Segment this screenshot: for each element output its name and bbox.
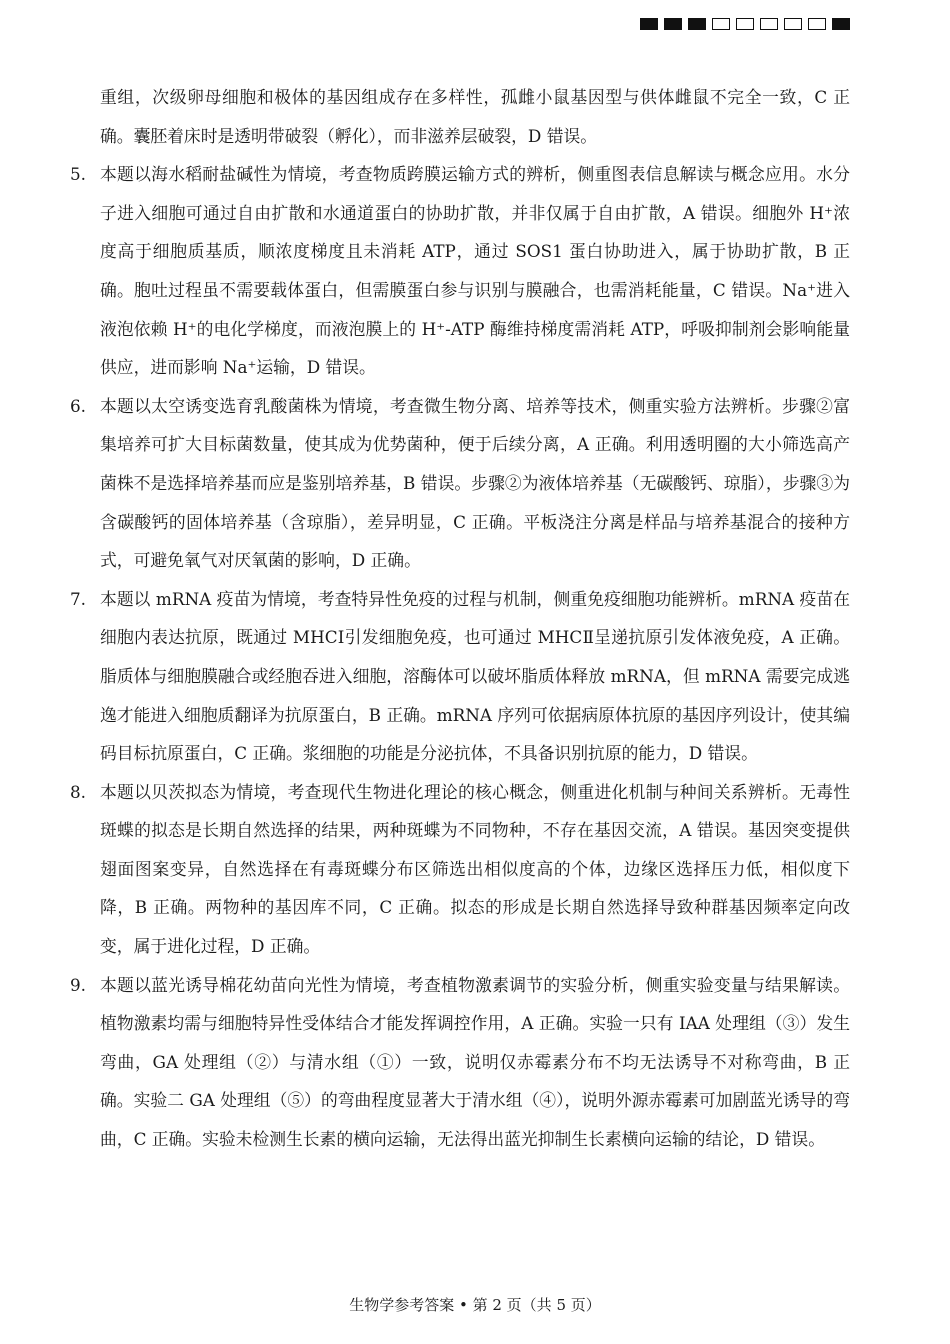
item-text: 本题以海水稻耐盐碱性为情境，考查物质跨膜运输方式的辨析，侧重图表信息解读与概念应用。水分子进入细胞可通过自由扩散和水通道蛋白的协助扩散，并非仅属于自由扩散，A 错误。细胞外 H⁺浓度高于细胞质基质，顺浓度梯度且未消耗 ATP，通过 SOS1 蛋白协助进入，属于协助扩散，B 正确。胞吐过程虽不需要载体蛋白，但需膜蛋白参与识别与膜融合，也需消耗能量，C 错误。Na⁺进入液泡依赖 H⁺的电化学梯度，而液泡膜上的 H⁺-ATP 酶维持梯度需消耗 ATP，呼吸抑制剂会影响能量供应，进而影响 Na⁺运输，D 错误。 — [100, 164, 850, 378]
item-text: 本题以蓝光诱导棉花幼苗向光性为情境，考查植物激素调节的实验分析，侧重实验变量与结果解读。植物激素均需与细胞特异性受体结合才能发挥调控作用，A 正确。实验一只有 IAA 处理组（③）发生弯曲，GA 处理组（②）与清水组（①）一致，说明仅赤霉素分布不均无法诱导不对称弯曲，B 正确。实验二 GA 处理组（⑤）的弯曲程度显著大于清水组（④），说明外源赤霉素可加剧蓝光诱导的弯曲，C 正确。实验未检测生长素的横向运输，无法得出蓝光抑制生长素横向运输的结论，D 错误。 — [100, 974, 850, 1150]
header-mark — [664, 18, 682, 30]
page-footer: 生物学参考答案 • 第 2 页（共 5 页） — [349, 1296, 601, 1314]
answer-item-6 — [70, 387, 850, 580]
continuation-paragraph: 重组，次级卵母细胞和极体的基因组成存在多样性，孤雌小鼠基因型与供体雌鼠不完全一致，C 正确。囊胚着床时是透明带破裂（孵化），而非滋养层破裂，D 错误。 — [100, 87, 850, 146]
answer-item-7 — [70, 580, 850, 773]
item-number: 8. — [70, 781, 87, 802]
header-mark — [640, 18, 658, 30]
header-mark — [712, 18, 730, 30]
header-mark — [832, 18, 850, 30]
header-mark — [784, 18, 802, 30]
header-marks — [640, 18, 850, 30]
header-mark — [808, 18, 826, 30]
answer-content — [70, 78, 850, 1159]
header-mark — [760, 18, 778, 30]
header-mark — [736, 18, 754, 30]
item-number: 7. — [70, 588, 87, 609]
header-mark — [688, 18, 706, 30]
item-number: 6. — [70, 395, 87, 416]
item-text: 本题以贝茨拟态为情境，考查现代生物进化理论的核心概念，侧重进化机制与种间关系辨析。无毒性斑蝶的拟态是长期自然选择的结果，两种斑蝶为不同物种，不存在基因交流，A 错误。基因突变提供翅面图案变异，自然选择在有毒斑蝶分布区筛选出相似度高的个体，边缘区选择压力低，相似度下降，B 正确。两物种的基因库不同，C 正确。拟态的形成是长期自然选择导致种群基因频率定向改变，属于进化过程，D 正确。 — [100, 781, 850, 957]
item-text: 本题以太空诱变选育乳酸菌株为情境，考查微生物分离、培养等技术，侧重实验方法辨析。步骤②富集培养可扩大目标菌数量，使其成为优势菌种，便于后续分离，A 正确。利用透明圈的大小筛选高产菌株不是选择培养基而应是鉴别培养基，B 错误。步骤②为液体培养基（无碳酸钙、琼脂），步骤③为含碳酸钙的固体培养基（含琼脂），差异明显，C 正确。平板浇注分离是样品与培养基混合的接种方式，可避免氧气对厌氧菌的影响，D 正确。 — [100, 395, 850, 571]
answer-item-8 — [70, 773, 850, 966]
item-number: 9. — [70, 974, 87, 995]
answer-item-9 — [70, 966, 850, 1159]
item-text: 本题以 mRNA 疫苗为情境，考查特异性免疫的过程与机制，侧重免疫细胞功能辨析。mRNA 疫苗在细胞内表达抗原，既通过 MHCⅠ引发细胞免疫，也可通过 MHCⅡ呈递抗原引发体液免疫，A 正确。脂质体与细胞膜融合或经胞吞进入细胞，溶酶体可以破坏脂质体释放 mRNA，但 mRNA 需要完成逃逸才能进入细胞质翻译为抗原蛋白，B 正确。mRNA 序列可依据病原体抗原的基因序列设计，使其编码目标抗原蛋白，C 正确。浆细胞的功能是分泌抗体，不具备识别抗原的能力，D 错误。 — [100, 588, 850, 764]
item-number: 5. — [70, 164, 87, 185]
answer-item-5 — [70, 155, 850, 387]
